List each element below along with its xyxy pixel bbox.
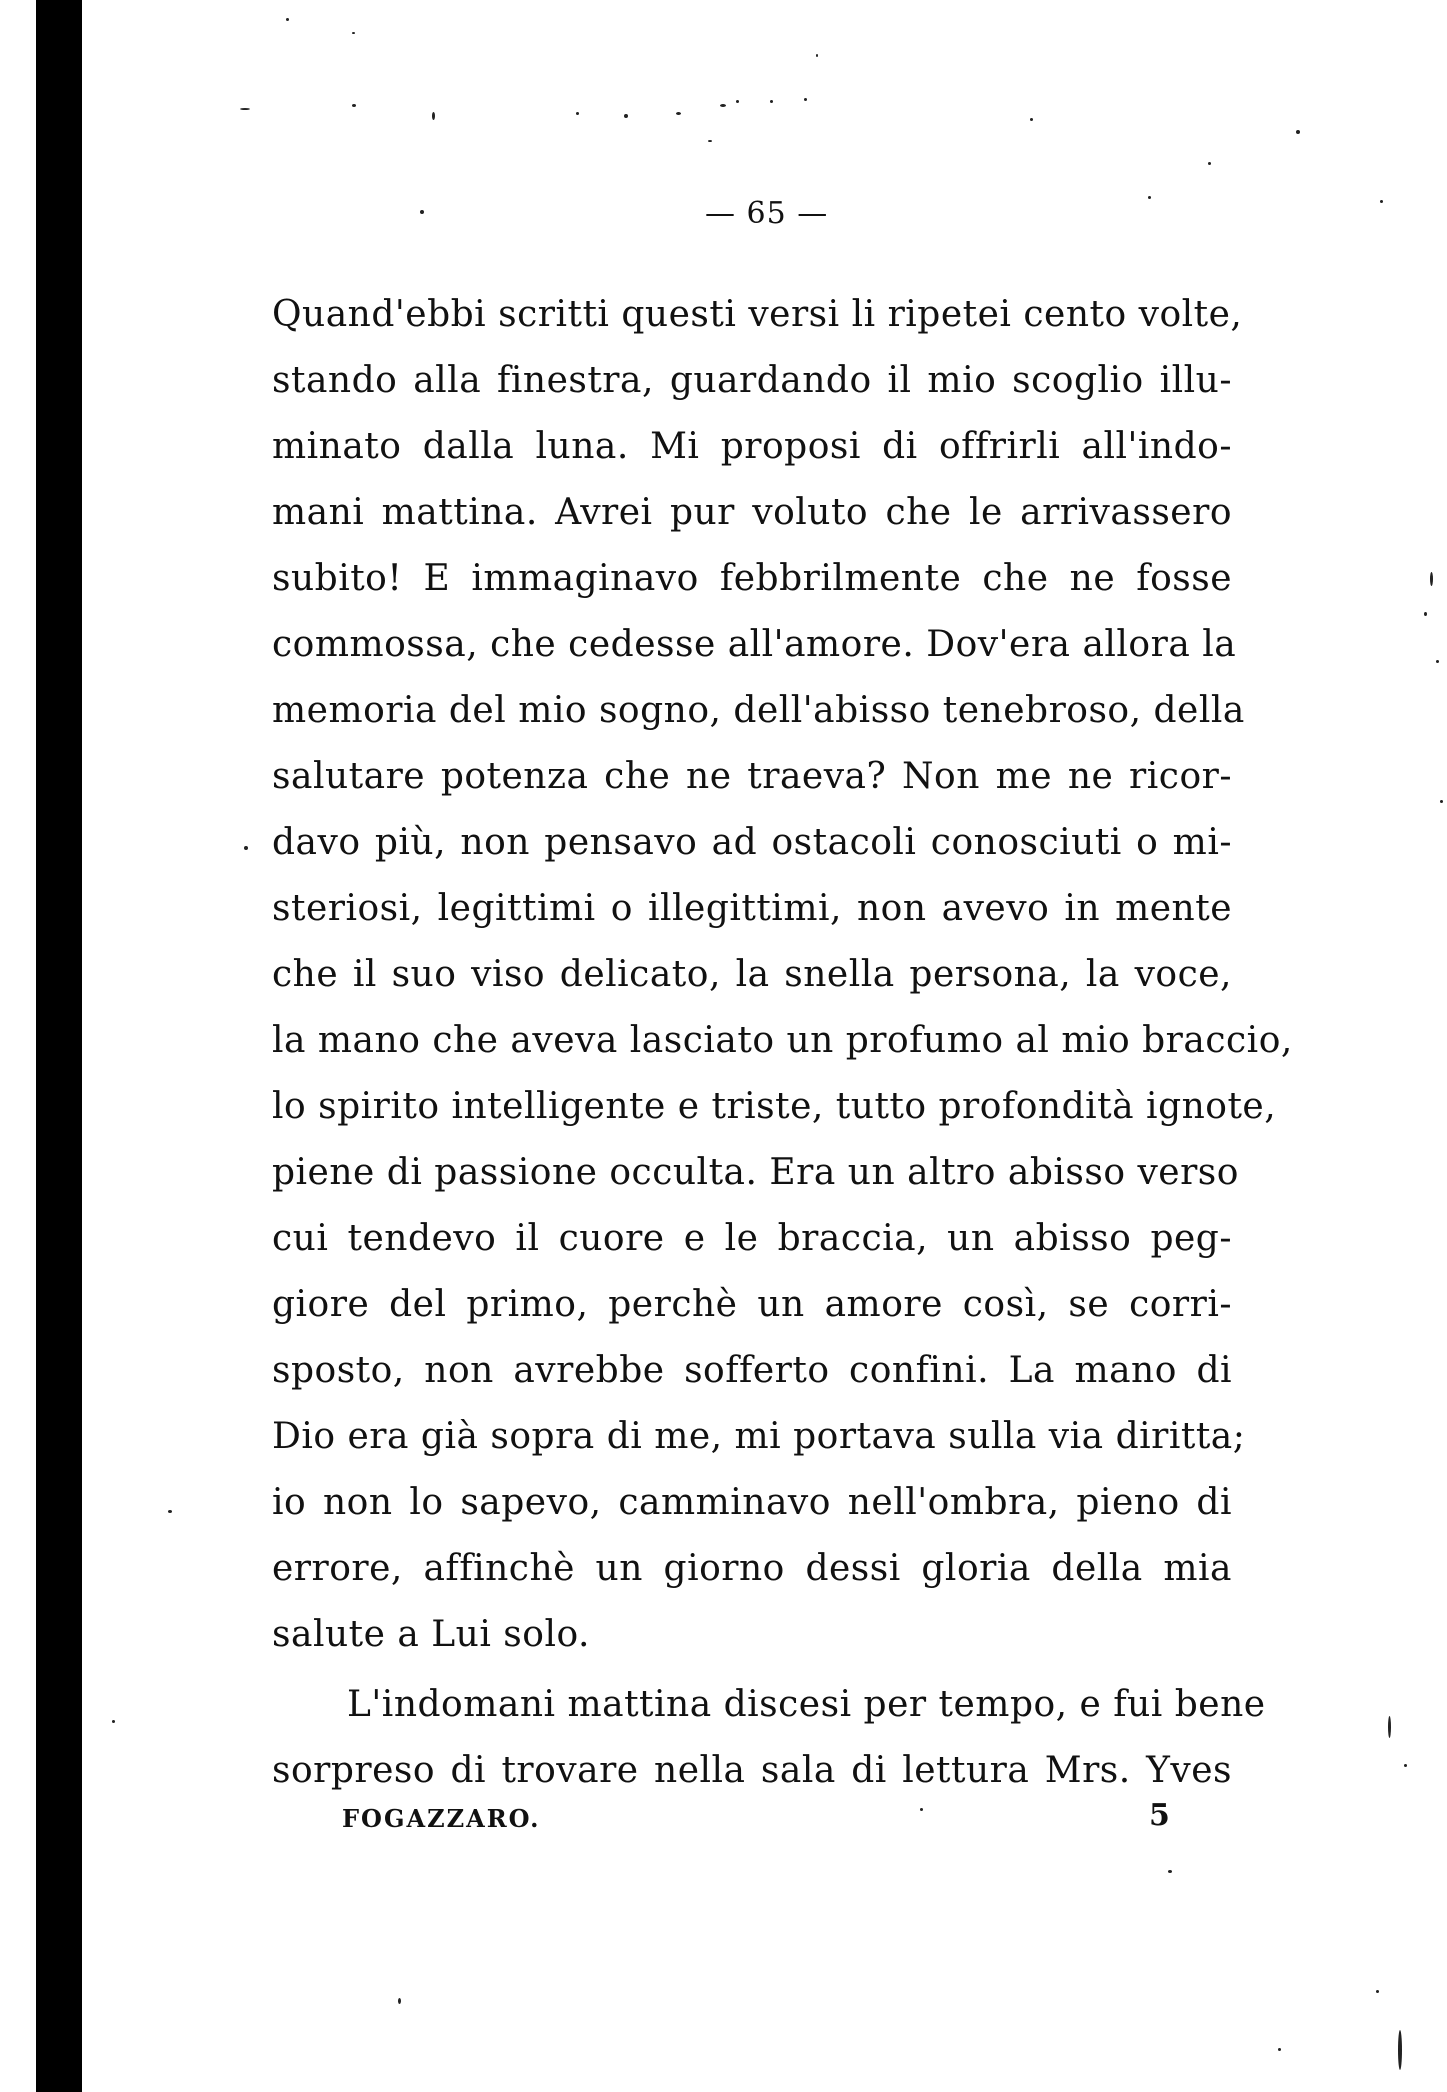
text-line: lo spirito intelligente e triste, tutto profondità ignote, [272,1086,1277,1127]
text-line: Quand'ebbi scritti questi versi li ripetei cento volte, [272,294,1243,335]
text-line: stando alla finestra, guardando il mio scoglio illu- [272,360,1232,401]
text-line: steriosi, legittimi o illegittimi, non avevo in mente [272,888,1232,929]
text-line: davo più, non pensavo ad ostacoli conosciuti o mi- [272,822,1232,863]
text-line: salute a Lui solo. [272,1614,590,1655]
text-line: Dio era già sopra di me, mi portava sulla via diritta; [272,1416,1246,1457]
text-line: giore del primo, perchè un amore così, se corri- [272,1284,1232,1325]
text-line: sposto, non avrebbe sofferto confini. La mano di [272,1350,1232,1391]
scan-binding-edge [36,0,82,2092]
text-line: sorpreso di trovare nella sala di lettura Mrs. Yves [272,1750,1232,1791]
text-line: io non lo sapevo, camminavo nell'ombra, pieno di [272,1482,1232,1523]
text-line: cui tendevo il cuore e le braccia, un abisso peg- [272,1218,1232,1259]
text-line: minato dalla luna. Mi proposi di offrirli all'indo- [272,426,1232,467]
text-line: piene di passione occulta. Era un altro abisso verso [272,1152,1239,1193]
signature-mark: 5 [1149,1798,1170,1833]
text-line: commossa, che cedesse all'amore. Dov'era allora la [272,624,1237,665]
text-line: la mano che aveva lasciato un profumo al mio braccio, [272,1020,1293,1061]
text-line: memoria del mio sogno, dell'abisso tenebroso, della [272,690,1245,731]
body-text [272,282,1293,1804]
text-line: che il suo viso delicato, la snella persona, la voce, [272,954,1232,995]
text-line: salutare potenza che ne traeva? Non me ne ricor- [272,756,1232,797]
running-footer-author: FOGAZZARO. [342,1804,541,1833]
text-line: errore, affinchè un giorno dessi gloria della mia [272,1548,1232,1589]
text-line: subito! E immaginavo febbrilmente che ne fosse [272,558,1232,599]
text-line: mani mattina. Avrei pur voluto che le arrivassero [272,492,1232,533]
text-line: L'indomani mattina discesi per tempo, e fui bene [347,1684,1266,1725]
